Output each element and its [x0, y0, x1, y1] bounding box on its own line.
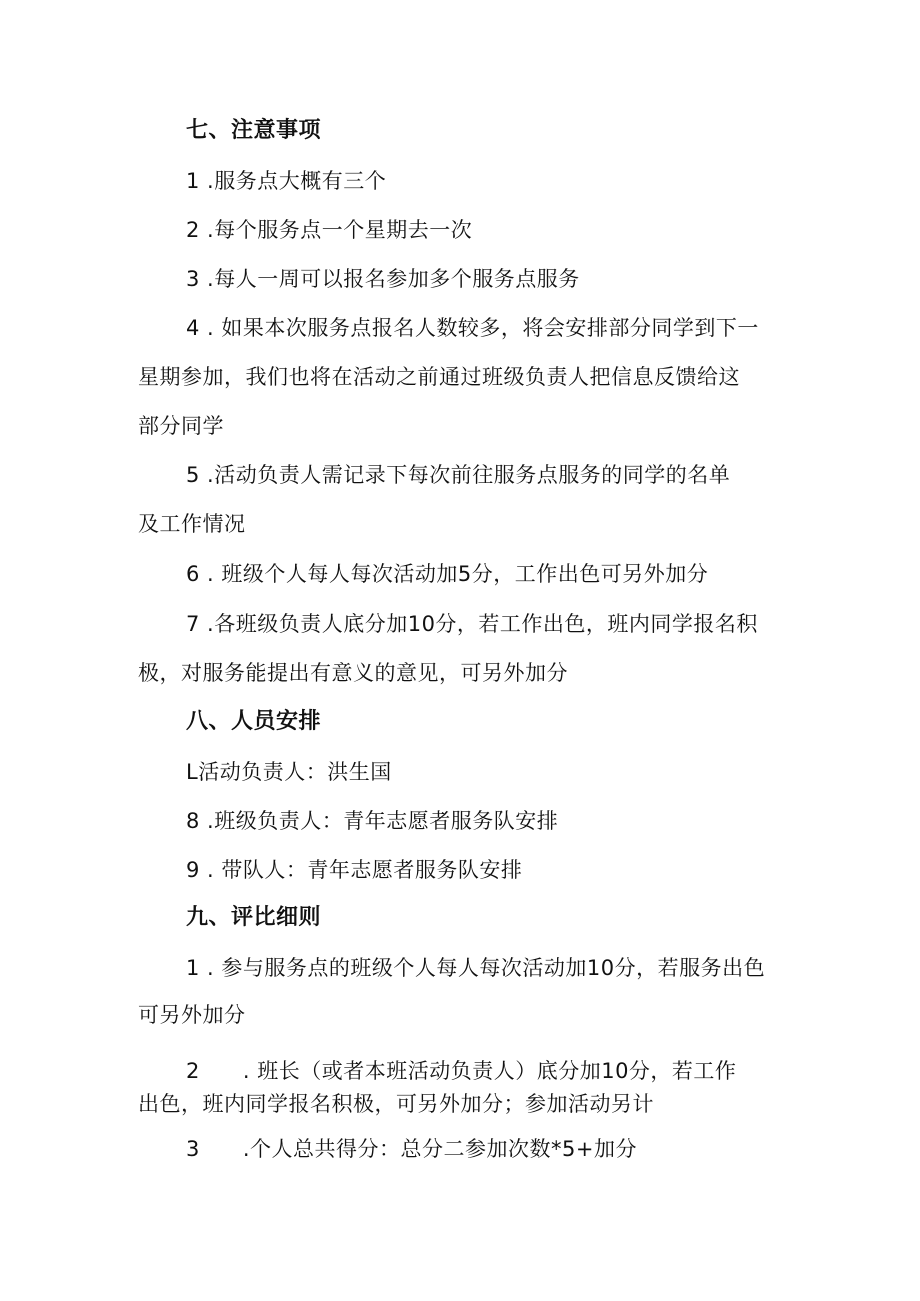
paragraph-line: 5 .活动负责人需记录下每次前往服务点服务的同学的名单 [186, 463, 731, 487]
paragraph-line: 8 .班级负责人：青年志愿者服务队安排 [186, 809, 559, 833]
section-heading: 八、人员安排 [186, 709, 322, 734]
paragraph-line: 3 .个人总共得分：总分二参加次数*5+加分 [186, 1137, 637, 1161]
paragraph-line: 出色，班内同学报名积极，可另外加分；参加活动另计 [138, 1092, 654, 1116]
paragraph-line: 星期参加，我们也将在活动之前通过班级负责人把信息反馈给这 [138, 365, 740, 389]
paragraph-line: 部分同学 [138, 414, 224, 438]
paragraph-line: 9 . 带队人：青年志愿者服务队安排 [186, 858, 523, 882]
paragraph-line: 2 . 班长（或者本班活动负责人）底分加10分，若工作 [186, 1059, 737, 1083]
paragraph-line: 6 . 班级个人每人每次活动加5分，工作出色可另外加分 [186, 562, 709, 586]
paragraph-line: 1 . 参与服务点的班级个人每人每次活动加10分，若服务出色 [186, 956, 766, 980]
paragraph-line: 3 .每人一周可以报名参加多个服务点服务 [186, 267, 580, 291]
section-heading: 七、注意事项 [186, 118, 322, 143]
paragraph-line: 可另外加分 [138, 1003, 246, 1027]
paragraph-line: 1 .服务点大概有三个 [186, 169, 387, 193]
paragraph-line: 及工作情况 [138, 512, 246, 536]
paragraph-line: 2 .每个服务点一个星期去一次 [186, 218, 473, 242]
section-heading: 九、评比细则 [186, 905, 322, 930]
paragraph-line: 7 .各班级负责人底分加10分，若工作出色，班内同学报名积 [186, 612, 758, 636]
paragraph-line: 极，对服务能提出有意义的意见，可另外加分 [138, 661, 568, 685]
paragraph-line: L活动负责人：洪生国 [186, 760, 392, 784]
paragraph-line: 4 . 如果本次服务点报名人数较多，将会安排部分同学到下一 [186, 316, 759, 340]
